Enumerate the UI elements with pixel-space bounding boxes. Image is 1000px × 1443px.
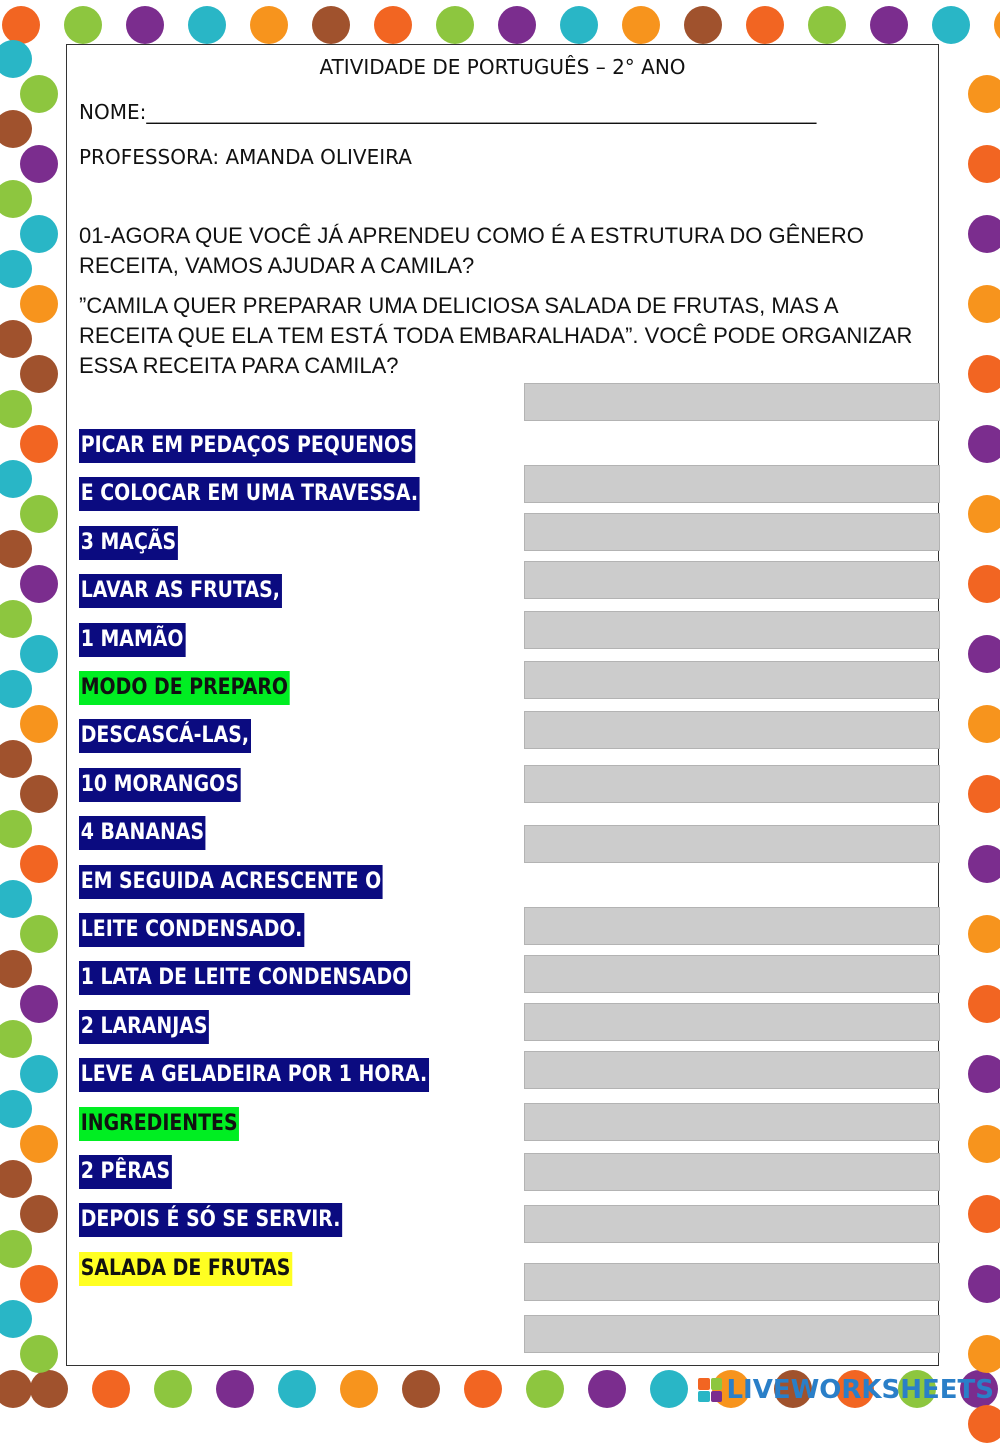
polka-dot xyxy=(20,565,58,603)
answer-drop-box[interactable] xyxy=(524,1205,940,1243)
recipe-item[interactable]: E COLOCAR EM UMA TRAVESSA. xyxy=(79,477,420,511)
answer-drop-box[interactable] xyxy=(524,1263,940,1301)
recipe-item[interactable]: LAVAR AS FRUTAS, xyxy=(79,574,282,608)
answer-drop-box[interactable] xyxy=(524,611,940,649)
polka-dot xyxy=(0,40,32,78)
answer-drop-box[interactable] xyxy=(524,1153,940,1191)
polka-dot xyxy=(0,740,32,778)
polka-dot xyxy=(20,145,58,183)
polka-dot xyxy=(436,6,474,44)
answer-drop-box[interactable] xyxy=(524,661,940,699)
polka-dot xyxy=(684,6,722,44)
recipe-item[interactable]: INGREDIENTES xyxy=(79,1107,239,1141)
polka-dot xyxy=(20,425,58,463)
answer-drop-box[interactable] xyxy=(524,1103,940,1141)
polka-dot xyxy=(464,1370,502,1408)
worksheet-page xyxy=(66,44,939,1366)
recipe-item[interactable]: 10 MORANGOS xyxy=(79,768,241,802)
polka-dot xyxy=(20,985,58,1023)
polka-dot xyxy=(0,600,32,638)
polka-dot xyxy=(20,1265,58,1303)
polka-dot xyxy=(92,1370,130,1408)
polka-dot xyxy=(64,6,102,44)
polka-dot xyxy=(968,1055,1000,1093)
polka-dot xyxy=(20,635,58,673)
teacher-name: PROFESSORA: AMANDA OLIVEIRA xyxy=(79,145,412,169)
polka-dot xyxy=(870,6,908,44)
polka-dot xyxy=(20,845,58,883)
polka-dot xyxy=(0,530,32,568)
polka-dot xyxy=(932,6,970,44)
recipe-item[interactable]: 1 LATA DE LEITE CONDENSADO xyxy=(79,961,410,995)
polka-dot xyxy=(0,1090,32,1128)
polka-dot xyxy=(0,950,32,988)
polka-dot xyxy=(560,6,598,44)
answer-drop-box[interactable] xyxy=(524,1315,940,1353)
polka-dot xyxy=(20,1195,58,1233)
recipe-item[interactable]: DEPOIS É SÓ SE SERVIR. xyxy=(79,1203,342,1237)
worksheet-title: ATIVIDADE DE PORTUGUÊS – 2° ANO xyxy=(319,55,686,79)
recipe-item[interactable]: LEITE CONDENSADO. xyxy=(79,913,304,947)
polka-dot xyxy=(968,985,1000,1023)
polka-dot xyxy=(968,75,1000,113)
polka-dot xyxy=(20,915,58,953)
polka-dot xyxy=(20,705,58,743)
polka-dot xyxy=(588,1370,626,1408)
polka-dot xyxy=(968,845,1000,883)
answer-drop-box[interactable] xyxy=(524,383,940,421)
recipe-item[interactable]: 3 MAÇÃS xyxy=(79,526,178,560)
polka-dot xyxy=(0,320,32,358)
polka-dot xyxy=(968,215,1000,253)
polka-dot xyxy=(0,180,32,218)
polka-dot xyxy=(968,1405,1000,1443)
polka-dot xyxy=(20,1055,58,1093)
polka-dot xyxy=(968,565,1000,603)
polka-dot xyxy=(30,1370,68,1408)
liveworksheets-logo[interactable] xyxy=(698,1373,994,1407)
polka-dot xyxy=(340,1370,378,1408)
polka-dot xyxy=(968,285,1000,323)
answer-drop-box[interactable] xyxy=(524,1051,940,1089)
polka-dot xyxy=(0,810,32,848)
polka-dot xyxy=(498,6,536,44)
polka-dot xyxy=(20,1335,58,1373)
polka-dot xyxy=(994,6,1000,44)
answer-drop-box[interactable] xyxy=(524,955,940,993)
polka-dot xyxy=(374,6,412,44)
polka-dot xyxy=(0,1020,32,1058)
answer-drop-box[interactable] xyxy=(524,765,940,803)
polka-dot xyxy=(0,110,32,148)
polka-dot xyxy=(968,1125,1000,1163)
polka-dot xyxy=(0,1230,32,1268)
recipe-item[interactable]: MODO DE PREPARO xyxy=(79,671,290,705)
liveworksheets-logo-icon xyxy=(698,1378,722,1402)
polka-dot xyxy=(188,6,226,44)
polka-dot xyxy=(402,1370,440,1408)
recipe-item[interactable]: 4 BANANAS xyxy=(79,816,206,850)
polka-dot xyxy=(968,1265,1000,1303)
answer-drop-box[interactable] xyxy=(524,465,940,503)
answer-drop-box[interactable] xyxy=(524,1003,940,1041)
polka-dot xyxy=(20,215,58,253)
polka-dot xyxy=(0,880,32,918)
polka-dot xyxy=(0,670,32,708)
recipe-item[interactable]: EM SEGUIDA ACRESCENTE O xyxy=(79,865,383,899)
polka-dot xyxy=(20,75,58,113)
polka-dot xyxy=(968,635,1000,673)
answer-drop-box[interactable] xyxy=(524,711,940,749)
question-text: 01-AGORA QUE VOCÊ JÁ APRENDEU COMO É A ESTRUTURA DO GÊNERO RECEITA, VAMOS AJUDAR A CAMILA? xyxy=(79,223,864,278)
recipe-item[interactable]: 2 LARANJAS xyxy=(79,1010,209,1044)
polka-dot xyxy=(650,1370,688,1408)
answer-drop-box[interactable] xyxy=(524,907,940,945)
polka-dot xyxy=(968,915,1000,953)
polka-dot xyxy=(126,6,164,44)
polka-dot xyxy=(2,6,40,44)
recipe-item[interactable]: SALADA DE FRUTAS xyxy=(79,1252,292,1286)
answer-drop-box[interactable] xyxy=(524,561,940,599)
polka-dot xyxy=(0,250,32,288)
polka-dot xyxy=(968,495,1000,533)
polka-dot xyxy=(0,1300,32,1338)
polka-dot xyxy=(216,1370,254,1408)
polka-dot xyxy=(278,1370,316,1408)
polka-dot xyxy=(968,145,1000,183)
polka-dot xyxy=(968,1335,1000,1373)
polka-dot xyxy=(968,705,1000,743)
recipe-item[interactable]: DESCASCÁ-LAS, xyxy=(79,719,251,753)
answer-drop-box[interactable] xyxy=(524,513,940,551)
recipe-item[interactable]: 2 PÊRAS xyxy=(79,1155,172,1189)
polka-dot xyxy=(20,285,58,323)
polka-dot xyxy=(0,1370,32,1408)
polka-dot xyxy=(20,495,58,533)
polka-dot xyxy=(968,1195,1000,1233)
polka-dot xyxy=(20,355,58,393)
answer-drop-box[interactable] xyxy=(524,825,940,863)
polka-dot xyxy=(968,355,1000,393)
polka-dot xyxy=(968,425,1000,463)
polka-dot xyxy=(526,1370,564,1408)
polka-dot xyxy=(0,390,32,428)
polka-dot xyxy=(250,6,288,44)
recipe-item[interactable]: PICAR EM PEDAÇOS PEQUENOS xyxy=(79,429,415,463)
polka-dot xyxy=(0,460,32,498)
polka-dot xyxy=(20,775,58,813)
logo-text: LIVEWORKSHEETS xyxy=(726,1375,994,1405)
name-field[interactable]: NOME:___________________________________________________________________ xyxy=(79,100,817,124)
prompt-text: ”CAMILA QUER PREPARAR UMA DELICIOSA SALADA DE FRUTAS, MAS A RECEITA QUE ELA TEM ESTÁ TODA EMBARALHADA”. VOCÊ PODE ORGANIZAR ESSA RECEITA PARA CAMILA? xyxy=(79,293,913,378)
polka-dot xyxy=(312,6,350,44)
recipe-item[interactable]: 1 MAMÃO xyxy=(79,623,185,657)
polka-dot xyxy=(20,1125,58,1163)
polka-dot xyxy=(746,6,784,44)
recipe-item[interactable]: LEVE A GELADEIRA POR 1 HORA. xyxy=(79,1058,429,1092)
polka-dot xyxy=(0,1160,32,1198)
polka-dot xyxy=(622,6,660,44)
polka-dot xyxy=(808,6,846,44)
polka-dot xyxy=(968,775,1000,813)
polka-dot xyxy=(154,1370,192,1408)
